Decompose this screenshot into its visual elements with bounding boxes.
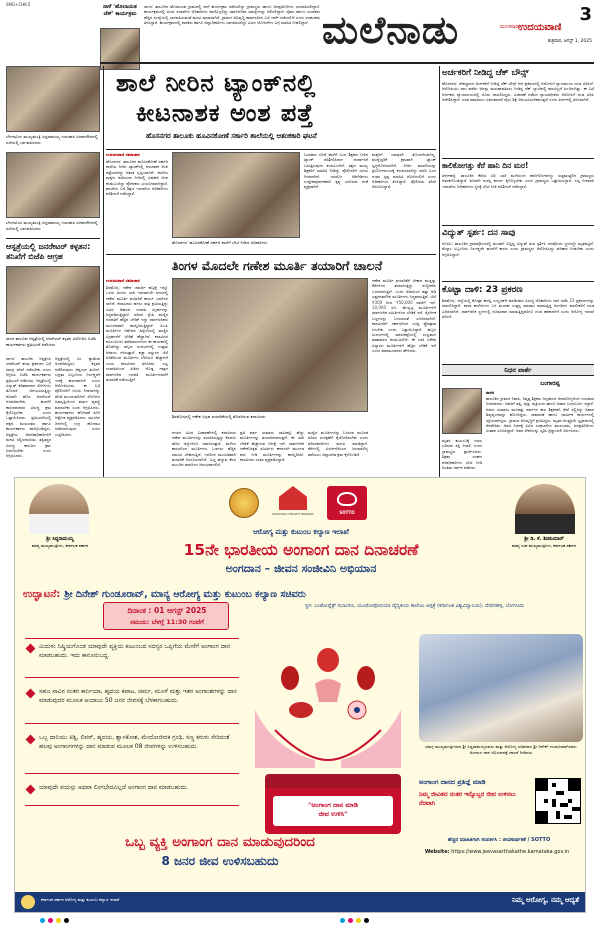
qr-code[interactable] <box>535 778 581 824</box>
paper-prefix: ಮಂಗಳವಾರ <box>500 25 519 30</box>
nhm-label: NATIONAL HEALTH MISSION <box>272 512 314 516</box>
date-line: ಶುಕ್ರವಾರ, ಆಗಸ್ಟ್ 1, 2025 <box>547 39 592 44</box>
ad-bullet-4-text: ಯಾವುದೇ ವಯಸ್ಸು ಅಥವಾ ಲಿಂಗಭೇದವಿಲ್ಲದೆ ಅಂಗಾಂಗ ದಾನ ಮಾಡಬಹುದು. <box>39 784 189 791</box>
obituary-band <box>442 364 594 376</box>
footer-slogan: ನಿಮ್ಮ ಆರೋಗ್ಯ, ನಮ್ಮ ಆದ್ಯತೆ <box>512 896 579 904</box>
ganesha-body-e: ಗಣೇಶ ಮೂರ್ತಿ ತಯಾರಿಕೆಗೆ ಬೇಕಾದ ಮಣ್ಣನ್ನು ಕೆರೆಗಳಿಂದ ತರಲಾಗುತ್ತಿದ್ದು ಶುದ್ಧೀಕರಿಸಿ ಬಳಸಲಾಗುತ್ತದೆ. ಒಂದು ಅಡಿಯಿಂದ ಹತ್ತು ಅಡಿ ಎತ್ತರದವರೆಗಿನ ಮೂರ್ತಿಗಳು ಸಿದ್ಧವಾಗುತ್ತಿವೆ. ಬೆಲೆ ₹300 ರಿಂದ ₹50,000 ರವರೆಗೆ ಇದೆ. 10,000 ರೂ. ಮೇಲ್ಪಟ್ಟ ಮೂರ್ತಿಗಳಿಗೆ ಸಾರ್ವಜನಿಕ ಸಮಿತಿಗಳಿಂದ ಬೇಡಿಕೆ ಇದೆ. ನೈಸರ್ಗಿಕ ಬಣ್ಣಗಳನ್ನು ಬಳಸುವಂತೆ ಸೂಚಿಸಲಾಗಿದೆ. ಕಲಾವಿದರಿಗೆ ಸರ್ಕಾರದಿಂದ ಸೂಕ್ತ ಪ್ರೋತ್ಸಾಹ ಸಿಗಬೇಕು ಎಂದು ಒತ್ತಾಯಿಸಿದ್ದಾರೆ. ಹಬ್ಬದ ಸಂದರ್ಭದಲ್ಲಿ ಮಾರುಕಟ್ಟೆಯಲ್ಲಿ ಸಂಭ್ರಮದ ವಾತಾವರಣ ಕಂಡುಬರಲಿದೆ. ಈ ಬಾರಿ ವಿಶೇಷ ವಿನ್ಯಾಸದ ಮೂರ್ತಿಗಳಿಗೆ ಹೆಚ್ಚಿನ ಬೇಡಿಕೆ ಇದೆ ಎಂದು ಮಾರಾಟಗಾರರು ಹೇಳಿದರು. <box>372 278 436 354</box>
ad-bullet-4 <box>25 780 239 806</box>
lead-rule <box>106 149 436 150</box>
inauguration-label: ಉದ್ಘಾಟನೆ: <box>23 589 61 600</box>
lead-story <box>106 152 436 252</box>
right-rule-1 <box>442 158 594 159</box>
left-rule <box>6 238 100 239</box>
ad-inauguration <box>23 582 583 598</box>
right-story2-headline: ಕಾಲಿಕೋಗತ್ತು ಕೆರೆ ಹಾನಿ ದಿನ ಮರ! <box>442 161 529 170</box>
left-story-body-a: ಸಾಗರ: ತಾಲೂಕು ಆಸ್ಪತ್ರೆಯ ಜನರೇಟರ್ ಕಳವು ಪ್ರಕರಣದ ಬಗ್ಗೆ ಸಮಗ್ರ ತನಿಖೆ ನಡೆಸಬೇಕು ಎಂದು ಆಗ್ರಹಿಸಿ ಬಿಜೆಪಿ ಕಾರ್ಯಕರ್ತರು ಪ್ರತಿಭಟನೆ ನಡೆಸಿದರು. ಆಸ್ಪತ್ರೆಯಲ್ಲಿ ವಿದ್ಯುತ್ ಕಡಿತವಾದಾಗ ರೋಗಿಗಳು ತೊಂದರೆ ಅನುಭವಿಸುತ್ತಿದ್ದು ಕೂಡಲೇ ಹೊಸ ಜನರೇಟರ್ ಅಳವಡಿಸಬೇಕು. ಘಟನೆಗೆ ಕಾರಣರಾದವರ ವಿರುದ್ಧ ಕ್ರಮ ಕೈಗೊಳ್ಳಬೇಕು ಎಂದು ಒತ್ತಾಯಿಸಿದರು. ಪ್ರತಿಭಟನೆಯಲ್ಲಿ ಪಕ್ಷದ ಮುಖಂಡರು ಹಾಗೂ ಕಾರ್ಯಕರ್ತರು ಪಾಲ್ಗೊಂಡಿದ್ದರು. ಆಸ್ಪತ್ರೆಯ ಆಡಳಿತಾಧಿಕಾರಿಗಳಿಗೆ ಮನವಿ ಸಲ್ಲಿಸಲಾಯಿತು. ತಪ್ಪಿತಸ್ಥರ ವಿರುದ್ಧ ಕಾನೂನು ಕ್ರಮ ಜರುಗಿಸಬೇಕು ಎಂದು ಆಗ್ರಹಿಸಿದರು. <box>6 356 51 459</box>
edition-code: SMG+CHK-5 <box>6 2 31 7</box>
left-photo-1 <box>6 66 100 132</box>
ganesha-body-b: ನಗರದ ವಿವಿಧ ಬಡಾವಣೆಗಳಲ್ಲಿ ಕಲಾವಿದರು ಗಣೇಶ ಮೂರ್ತಿಗಳನ್ನು ತಯಾರಿಸುತ್ತಿದ್ದು ಕೆಲವರು ಹೊರ ಜಿಲ್ಲೆಗಳಿಗೂ ರವಾನಿಸುತ್ತಾರೆ. ಮಳೆಯ ಕಾರಣದಿಂದ ಮೂರ್ತಿಗಳು ಒಣಗಲು ಹೆಚ್ಚಿನ ಸಮಯ ಬೇಕಾಗುತ್ತಿದೆ. ಇದರಿಂದ ಮುಂಚಿತವಾಗಿ ತಯಾರಿಕೆ ಆರಂಭಿಸಲಾಗಿದೆ. ಬಣ್ಣ ಹಚ್ಚುವ ಕೆಲಸ ಮುಂದಿನ ವಾರದಿಂದ ಆರಂಭವಾಗಲಿದೆ. <box>172 430 236 468</box>
footer-emblem-icon <box>21 895 35 909</box>
nhm-logo <box>271 486 315 520</box>
left-story-body-b: ಆಸ್ಪತ್ರೆಯಲ್ಲಿ ಸಿಸಿ ಕ್ಯಾಮೆರಾ ಅಳವಡಿಸಿದ್ದರೂ ಕಳ್ಳತನ ನಡೆದಿರುವುದು ಆಶ್ಚರ್ಯ ತಂದಿದೆ. ಭದ್ರತಾ ಸಿಬ್ಬಂದಿಯ ನಿರ್ಲಕ್ಷ್ಯವೇ ಇದಕ್ಕೆ ಕಾರಣವಾಗಿದೆ ಎಂದು ಆರೋಪಿಸಿದರು. ಈ ಬಗ್ಗೆ ಪೊಲೀಸರಿಗೆ ದೂರು ನೀಡಲಾಗಿದ್ದು ತನಿಖೆ ಮುಂದುವರಿದಿದೆ. ರೋಗಿಗಳ ಹಿತದೃಷ್ಟಿಯಿಂದ ತುರ್ತು ವ್ಯವಸ್ಥೆ ಮಾಡಬೇಕು ಎಂದು ಆಗ್ರಹಿಸಿದರು. ಕಾರ್ಯಕರ್ತರು ಘೋಷಣೆ ಕೂಗಿ ಆಕ್ರೋಶ ವ್ಯಕ್ತಪಡಿಸಿದರು. ಮುಂದಿನ ದಿನಗಳಲ್ಲಿ ಉಗ್ರ ಹೋರಾಟ ನಡೆಸಲಾಗುವುದು ಎಂದು ಎಚ್ಚರಿಸಿದರು. <box>55 356 100 437</box>
ad-bullet-2-text: ಸಹಜ ಸಾವಿನ ನಂತರ ಕಾರ್ನಿಯಾ, ಹೃದಯ ಕವಾಟ, ಚರ್ಮ, ಮೂಳೆ ಮತ್ತು ಇತರ ಅಂಗಾಂಶಗಳನ್ನು ದಾನ ಮಾಡುವುದರ ಮೂಲಕ ಅಂದಾಜು 50 ಜನರ ಜೀವನಕ್ಕೆ ಬೆಳಕಾಗಬಹುದು. <box>39 688 237 704</box>
sotto-label: SOTTO <box>339 510 355 515</box>
right-story4-headline: ಕೊಟ್ಟಾ ದಾಳಿ: 23 ಪ್ರಕರಣ <box>442 285 523 295</box>
lead-headline-line1: ಶಾಲೆ ನೀರಿನ ಟ್ಯಾಂಕ್‌ನಲ್ಲಿ <box>116 69 317 97</box>
bullet-diamond-icon <box>26 735 36 745</box>
ganesha-photo-caption: ಶಿವಮೊಗ್ಗದಲ್ಲಿ ಗಣೇಶ ವಿಗ್ರಹ ತಯಾರಿಕೆಯಲ್ಲಿ ತೊಡಗಿರುವ ಕಲಾವಿದರು <box>172 414 266 419</box>
ganesha-body-a: ಶಿವಮೊಗ್ಗ: ಗಣೇಶ ಚತುರ್ಥಿ ಹಬ್ಬಕ್ಕೆ ಇನ್ನೂ ಒಂದು ತಿಂಗಳು ಬಾಕಿ ಇರುವಾಗಲೇ ನಗರದಲ್ಲಿ ಗಣೇಶ ಮೂರ್ತಿ ತಯಾರಿಕೆ ಕಾರ್ಯ ಭರದಿಂದ ಸಾಗಿದೆ. ಕಲಾವಿದರು ಹಗಲು ರಾತ್ರಿ ಶ್ರಮಿಸುತ್ತಿದ್ದು ವಿವಿಧ ಆಕಾರದ ಗಣಪತಿ ವಿಗ್ರಹಗಳನ್ನು ಸಿದ್ಧಪಡಿಸುತ್ತಿದ್ದಾರೆ. ಪರಿಸರ ಸ್ನೇಹಿ ಮಣ್ಣಿನ ಗಣಪತಿಗೆ ಹೆಚ್ಚಿನ ಬೇಡಿಕೆ ಇದ್ದು ಸಾರ್ವಜನಿಕರು ಮುಂಗಡವಾಗಿ ಕಾಯ್ದಿರಿಸುತ್ತಿದ್ದಾರೆ. ಪಿಒಪಿ ಮೂರ್ತಿಗಳ ನಿಷೇಧದ ಹಿನ್ನೆಲೆಯಲ್ಲಿ ಮಣ್ಣಿನ ವಿಗ್ರಹಗಳಿಗೆ ಬೇಡಿಕೆ ಹೆಚ್ಚಾಗಿದೆ. ಕಲಾವಿದರ ಕುಟುಂಬಗಳು ತಲೆಮಾರುಗಳಿಂದ ಈ ಕಾಯಕದಲ್ಲಿ ತೊಡಗಿದ್ದು ಹಬ್ಬದ ಸಂದರ್ಭದಲ್ಲಿ ಉತ್ತಮ ಆದಾಯ ಗಳಿಸುತ್ತಾರೆ. ಕಚ್ಚಾ ವಸ್ತುಗಳ ಬೆಲೆ ಏರಿಕೆಯಿಂದ ಮೂರ್ತಿಗಳ ಬೆಲೆಯೂ ಹೆಚ್ಚಾಗಿದೆ ಎಂದು ಕಲಾವಿದರು ತಿಳಿಸಿದರು. ಸಣ್ಣ ಗಣಪತಿಯಿಂದ ಹಿಡಿದು ದೊಡ್ಡ ಗಾತ್ರದ ಸಾರ್ವಜನಿಕ ಗಣಪತಿ ಮೂರ್ತಿಗಳವರೆಗೆ ತಯಾರಿಕೆ ನಡೆಯುತ್ತಿದೆ. <box>106 285 168 382</box>
ad-contact: ಹೆಚ್ಚಿನ ಮಾಹಿತಿಗಾಗಿ ಸಂಪರ್ಕಿಸಿ : ಜೀವಸಾರ್ಥಕತೆ / SOTTO <box>447 837 551 843</box>
ad-date: ದಿನಾಂಕ : 01 ಆಗಸ್ಟ್ 2025 <box>127 606 207 615</box>
paper-name: ಉದಯವಾಣಿ <box>518 22 562 33</box>
top-teaser <box>100 2 320 76</box>
cm-name: ಶ್ರೀ ಸಿದ್ದರಾಮಯ್ಯ <box>46 536 74 542</box>
website-link[interactable]: https://www.jeevasarthakathe.karnataka.gov.in <box>451 849 570 855</box>
ad-date-box <box>103 602 229 630</box>
ad-footer <box>15 892 585 912</box>
organ-chest <box>265 774 401 834</box>
yellow-mark-icon <box>56 918 61 923</box>
lead-dateline: ಉದಯವಾಣಿ ಸಮಾಚಾರ <box>106 152 140 157</box>
ad-title: 15ನೇ ಭಾರತೀಯ ಅಂಗಾಂಗ ದಾನ ದಿನಾಚರಣೆ <box>183 541 419 559</box>
cyan-mark-icon <box>340 918 345 923</box>
left-photo-2 <box>6 152 100 218</box>
ganesha-dateline: ಉದಯವಾಣಿ ಸಮಾಚಾರ <box>106 278 140 283</box>
right-rule-2 <box>442 225 594 226</box>
lead-subhead: ಹೊಸನಗರ ತಾಲೂಕು ಹೂವಿನಕೋಣೆ ಸರ್ಕಾರಿ ಶಾಲೆಯಲ್ಲಿ ಆತಂಕಕಾರಿ ಘಟನೆ <box>146 132 317 140</box>
cm-portrait <box>29 484 89 534</box>
sotto-logo <box>327 486 367 520</box>
right-story4-body: ಶಿವಮೊಗ್ಗ: ಜಿಲ್ಲೆಯಲ್ಲಿ ಕೋಟ್ಪಾ ಕಾಯ್ದೆ ಉಲ್ಲಂಘನೆ ಮಾಡಿದವರ ವಿರುದ್ಧ ಅಧಿಕಾರಿಗಳು ದಾಳಿ ನಡೆಸಿ 23 ಪ್ರಕರಣಗಳನ್ನು ದಾಖಲಿಸಿದ್ದಾರೆ. ಶಾಲಾ ಕಾಲೇಜುಗಳ ಬಳಿ ತಂಬಾಕು ಉತ್ಪನ್ನ ಮಾರಾಟ ಮಾಡುತ್ತಿದ್ದ ಅಂಗಡಿಗಳ ಮಾಲೀಕರಿಗೆ ದಂಡ ವಿಧಿಸಲಾಗಿದೆ. ಸಾರ್ವಜನಿಕ ಸ್ಥಳಗಳಲ್ಲಿ ಧೂಮಪಾನ ಮಾಡುತ್ತಿದ್ದವರಿಗೂ ದಂಡ ಹಾಕಲಾಗಿದೆ ಎಂದು ಆರೋಗ್ಯ ಇಲಾಖೆ ತಿಳಿಸಿದೆ. <box>442 298 594 320</box>
print-color-marks <box>40 916 560 924</box>
organ-illustration <box>245 640 411 768</box>
ganesha-top-rule <box>106 254 436 255</box>
right-story2-body: ತೀರ್ಥಹಳ್ಳಿ: ತಾಲೂಕಿನ ಕೆರೆಯ ಏರಿ ಭಾರಿ ಮಳೆಯಿಂದ ಹಾನಿಗೊಳಗಾಗಿದ್ದು ಸುತ್ತಮುತ್ತಲಿನ ಗ್ರಾಮಸ್ಥರು ಆತಂಕಗೊಂಡಿದ್ದಾರೆ. ಕೂಡಲೇ ದುರಸ್ತಿ ಕಾರ್ಯ ಕೈಗೊಳ್ಳಬೇಕು ಎಂದು ಗ್ರಾಮಸ್ಥರು ಒತ್ತಾಯಿಸಿದ್ದಾರೆ. ಸಣ್ಣ ನೀರಾವರಿ ಇಲಾಖೆಯ ಅಧಿಕಾರಿಗಳು ಸ್ಥಳಕ್ಕೆ ಭೇಟಿ ನೀಡಿ ಪರಿಶೀಲನೆ ನಡೆಸಿದ್ದಾರೆ. <box>442 173 594 189</box>
qr-code-icon <box>536 779 580 823</box>
chest-text-line2: ಜೀವ ಉಳಿಸಿ" <box>318 810 348 818</box>
website-label: Website: <box>424 849 450 855</box>
karnataka-emblem-icon <box>229 488 259 518</box>
ad-department: ಆರೋಗ್ಯ ಮತ್ತು ಕುಟುಂಬ ಕಲ್ಯಾಣ ಇಲಾಖೆ <box>253 528 349 536</box>
lead-photo-caption: ಹೊಸನಗರ: ಹೂವಿನಕೋಣೆ ಸರ್ಕಾರಿ ಶಾಲೆಗೆ ಭೇಟಿ ನೀಡಿದ ಅಧಿಕಾರಿಗಳು <box>172 240 268 245</box>
obituary-place: ಸಾಗರ <box>486 390 495 395</box>
right-story3-body: ಸೊರಬ: ತಾಲೂಕಿನ ಗ್ರಾಮವೊಂದರಲ್ಲಿ ತುಂಡಾಗಿ ಬಿದ್ದಿದ್ದ ವಿದ್ಯುತ್ ತಂತಿ ಸ್ಪರ್ಶಿಸಿ ದನವೊಂದು ಸ್ಥಳದಲ್ಲೇ ಮೃತಪಟ್ಟಿದೆ. ಮೆಸ್ಕಾಂ ಸಿಬ್ಬಂದಿಯ ನಿರ್ಲಕ್ಷ್ಯವೇ ಘಟನೆಗೆ ಕಾರಣ ಎಂದು ಗ್ರಾಮಸ್ಥರು ಆರೋಪಿಸಿದ್ದು ಪರಿಹಾರ ನೀಡಬೇಕು ಎಂದು ಆಗ್ರಹಿಸಿದ್ದಾರೆ. <box>442 241 594 257</box>
pledge-label: ಅಂಗಾಂಗ ದಾನದ ಪ್ರತಿಜ್ಞೆ ಮಾಡಿ <box>419 778 486 786</box>
ad-bullet-2 <box>25 684 239 724</box>
masthead <box>322 4 592 60</box>
bullet-diamond-icon <box>26 785 36 795</box>
ad-website-line <box>407 848 587 856</box>
teaser-title: ನಾಳೆ 'ಹೊಲಾಯತ ಚೆಕ್' ಕಾರ್ಯಕ್ರಮ <box>103 4 137 17</box>
dcm-name: ಶ್ರೀ ಡಿ. ಕೆ. ಶಿವಕುಮಾರ್ <box>524 536 564 542</box>
ad-time: ಸಮಯ: ಬೆಳಗ್ಗೆ 11:30 ಗಂಟೆಗೆ <box>130 618 204 626</box>
ad-bullet-1-text: ಮಿದುಳು ನಿಷ್ಕ್ರಿಯಗೊಂಡ ಯಾವುದೇ ವ್ಯಕ್ತಿಯ ಕುಟುಂಬದ ಸದಸ್ಯರ ಒಪ್ಪಿಗೆಯ ಮೇರೆಗೆ ಅಂಗಾಂಗ ದಾನ ಮಾಡಬಹುದು. ಇದು ಕಾನೂನುಬದ್ಧ. <box>39 643 231 659</box>
black-mark-icon <box>64 918 69 923</box>
ganesha-headline: ತಿಂಗಳ ಮೊದಲೇ ಗಣೇಶ ಮೂರ್ತಿ ತಯಾರಿಗೆ ಚಾಲನೆ <box>171 258 383 273</box>
magenta-mark-icon <box>348 918 353 923</box>
bullet-diamond-icon <box>26 644 36 654</box>
cyan-mark-icon <box>40 918 45 923</box>
dcm-role: ಮಾನ್ಯ ಉಪ ಮುಖ್ಯಮಂತ್ರಿಗಳು, ಕರ್ನಾಟಕ ಸರ್ಕಾರ <box>511 543 577 548</box>
ganesha-body-c: ಪ್ರತಿ ವರ್ಷ ಸುಮಾರು ಸಾವಿರಕ್ಕೂ ಹೆಚ್ಚು ಮೂರ್ತಿಗಳನ್ನು ತಯಾರಿಸಲಾಗುತ್ತದೆ. ಈ ಬಾರಿ ಬೇಡಿಕೆ ಹೆಚ್ಚಾಗುವ ನಿರೀಕ್ಷೆ ಇದೆ. ಸಾರ್ವಜನಿಕ ಗಣೇಶೋತ್ಸವ ಸಮಿತಿಗಳು ಈಗಾಗಲೇ ಮುಂಗಡ ಹಣ ನೀಡಿ ಮೂರ್ತಿಗಳನ್ನು ಕಾಯ್ದಿರಿಸಿವೆ. ಕಲಾವಿದರು ಸಂತಸ ವ್ಯಕ್ತಪಡಿಸಿದ್ದಾರೆ. <box>240 430 304 463</box>
obituary-body: ತಾಲೂಕಿನ ಗ್ರಾಮದ ನಿವಾಸಿ, ನಿವೃತ್ತ ಶಿಕ್ಷಕರು ಅಲ್ಪಕಾಲದ ಅನಾರೋಗ್ಯದಿಂದ ಗುರುವಾರ ನಿಧನರಾದರು. ಅವರಿಗೆ ಪತ್ನಿ, ಪುತ್ರ, ಪುತ್ರಿಯರು ಹಾಗೂ ಅಪಾರ ಬಂಧುಬಳಗ ಇದ್ದಾರೆ. ಅವರು ಸುಮಾರು ಮೂವತ್ತು ವರ್ಷಗಳ ಕಾಲ ಶಿಕ್ಷಕರಾಗಿ ಸೇವೆ ಸಲ್ಲಿಸಿದ್ದು ಅಪಾರ ಶಿಷ್ಯವೃಂದವನ್ನು ಹೊಂದಿದ್ದರು. ಸಾಮಾಜಿಕ ಹಾಗೂ ಧಾರ್ಮಿಕ ಕಾರ್ಯಗಳಲ್ಲಿ ಸಕ್ರಿಯರಾಗಿದ್ದರು. ಗ್ರಾಮದ ಅಭಿವೃದ್ಧಿಗೆ ಶ್ರಮಿಸಿದ್ದರು. ಮೃತರ ಅಂತ್ಯಕ್ರಿಯೆ ಸ್ವಗ್ರಾಮದಲ್ಲಿ ನೆರವೇರಿತು. ಅವರ ನಿಧನಕ್ಕೆ ವಿವಿಧ ಸಂಘಟನೆಗಳ ಮುಖಂಡರು, ಜನಪ್ರತಿನಿಧಿಗಳು ಸಂತಾಪ ಸೂಚಿಸಿದ್ದಾರೆ. ಅವರ ಸೇವೆಯನ್ನು ಸ್ಮರಿಸಿ ಶ್ರದ್ಧಾಂಜಲಿ ಅರ್ಪಿಸಿದರು. <box>486 396 594 434</box>
page-number: 3 <box>579 4 592 25</box>
obituary-name: ಬಂಗಾರಪ್ಪ <box>540 380 560 387</box>
right-story1-body: ಹೊಸನಗರ: ದೇವಸ್ಥಾನದ ಅರ್ಚಕರಿಗೆ ನೀಡಿದ್ದ ಚೆಕ್ ಬೌನ್ಸ್ ಆದ ಪ್ರಕರಣದಲ್ಲಿ ಆರೋಪಿಗೆ ನ್ಯಾಯಾಲಯ ದಂಡ ವಿಧಿಸಿದೆ. ಆರೋಪಿಯು ಸಾಲ ಪಡೆದು ಅದನ್ನು ಮರುಪಾವತಿಸಲು ನೀಡಿದ್ದ ಚೆಕ್ ಬ್ಯಾಂಕಿನಲ್ಲಿ ಹಣವಿಲ್ಲದೆ ಹಿಂದಿರುಗಿತ್ತು. ಈ ಬಗ್ಗೆ ಅರ್ಚಕರು ನ್ಯಾಯಾಲಯದಲ್ಲಿ ದೂರು ದಾಖಲಿಸಿದ್ದರು. ವಿಚಾರಣೆ ನಡೆಸಿದ ನ್ಯಾಯಾಧೀಶರು ಆರೋಪಿಗೆ ದಂಡ ವಿಧಿಸಿ ಆದೇಶಿಸಿದ್ದಾರೆ. ದಂಡ ಪಾವತಿಸಲು ವಿಫಲವಾದರೆ ಜೈಲು ಶಿಕ್ಷೆ ಅನುಭವಿಸಬೇಕಾಗುತ್ತದೆ ಎಂದು ತೀರ್ಪಿನಲ್ಲಿ ತಿಳಿಸಲಾಗಿದೆ. <box>442 81 594 103</box>
ad-bullet-3-text: ಒಬ್ಬ ದಾನಿಯು ಕಿಡ್ನಿ, ಲಿವರ್, ಹೃದಯ, ಶ್ವಾಸಕೋಶ, ಮೇದೋಜೀರಕ ಗ್ರಂಥಿ, ಸಣ್ಣ ಕರುಳು ಸೇರಿದಂತೆ ಹಲವು ಅಂಗಾಂಗಗಳನ್ನು ದಾನ ಮಾಡುವ ಮೂಲಕ 08 ಜೀವಗಳನ್ನು ಉಳಿಸಬಹುದು. <box>39 734 230 750</box>
right-story3-headline: ವಿದ್ಯುತ್ ಸ್ಪರ್ಶ: ದನ ಸಾವು <box>442 228 516 238</box>
teaser-body: ಸಾಗರ: ತಾಲೂಕಿನ ಹೊಲಾಯತ ಗ್ರಾಮದಲ್ಲಿ ನಾಳೆ ಕಾರ್ಯಕ್ರಮ ನಡೆಯಲಿದ್ದು ಗ್ರಾಮಸ್ಥರು ಹಾಗೂ ಜನಪ್ರತಿನಿಧಿಗಳು ಭಾಗವಹಿಸಲಿದ್ದಾರೆ. ಕಾರ್ಯಕ್ರಮದಲ್ಲಿ ವಿವಿಧ ಇಲಾಖೆಗಳ ಅಧಿಕಾರಿಗಳು ಪಾಲ್ಗೊಳ್ಳಲಿದ್ದು ಸಾರ್ವಜನಿಕರ ಸಮಸ್ಯೆಗಳನ್ನು ಆಲಿಸಲಿದ್ದಾರೆ. ರೈತರು ಹಾಗೂ ಯುವಕರು ಹೆಚ್ಚಿನ ಸಂಖ್ಯೆಯಲ್ಲಿ ಭಾಗವಹಿಸುವಂತೆ ಮನವಿ ಮಾಡಲಾಗಿದೆ. ಗ್ರಾಮದ ಅಭಿವೃದ್ಧಿ ಕಾಮಗಾರಿಗಳ ಬಗ್ಗೆ ಚರ್ಚೆ ನಡೆಯಲಿದೆ ಎಂದು ಸಂಘಟಕರು ತಿಳಿಸಿದ್ದಾರೆ. ಕಾರ್ಯಕ್ರಮದಲ್ಲಿ ಶಾಸಕರು ಹಾಗೂ ಜಿಲ್ಲಾಧಿಕಾರಿಗಳು ಭಾಗವಹಿಸಲಿದ್ದು ವಿವಿಧ ಯೋಜನೆಗಳ ಬಗ್ಗೆ ಮಾಹಿತಿ ನೀಡಲಿದ್ದಾರೆ. <box>144 4 320 26</box>
lead-headline-block <box>106 66 436 148</box>
ganesha-body-d: ಮಣ್ಣಿನ ಮೂರ್ತಿಗಳನ್ನು ಬಳಸುವ ಮೂಲಕ ಪರಿಸರ ಸಂರಕ್ಷಣೆಗೆ ಕೈಜೋಡಿಸಬೇಕು ಎಂದು ಪರಿಸರವಾದಿಗಳು ಮನವಿ ಮಾಡಿದ್ದಾರೆ. ಕೆರೆಗಳಲ್ಲಿ ವಿಸರ್ಜನೆಯಿಂದ ಜಲಮಾಲಿನ್ಯ ತಡೆಯಲು ಜಿಲ್ಲಾಡಳಿತ ಕ್ರಮ ಕೈಗೊಂಡಿದೆ. <box>308 430 368 457</box>
footer-small-text: ಕರ್ನಾಟಕ ಸರ್ಕಾರ ಆರೋಗ್ಯ ಮತ್ತು ಕುಟುಂಬ ಕಲ್ಯಾಣ ಇಲಾಖೆ <box>41 897 120 902</box>
left-caption-2: ಬೆಳಗಾವಿಯ ಮುಖ್ಯಮಂತ್ರಿ ಸಿದ್ದರಾಮಯ್ಯ ಗುರುವಾರ ವಿಧಾನಸೌಧದಲ್ಲಿ ಸಭೆಯಲ್ಲಿ ಭಾಗವಹಿಸಿದರು <box>6 220 98 231</box>
left-caption-1: ಬೆಳಗಾವಿಯ ಮುಖ್ಯಮಂತ್ರಿ ಸಿದ್ದರಾಮಯ್ಯ ಗುರುವಾರ ವಿಧಾನಸೌಧದಲ್ಲಿ ಸಭೆಯಲ್ಲಿ ಭಾಗವಹಿಸಿದರು <box>6 134 98 145</box>
chest-label <box>273 796 393 826</box>
ad-subtitle: ಅಂಗದಾನ – ಜೀವನ ಸಂಜೀವಿನಿ ಅಭಿಯಾನ <box>225 562 377 575</box>
magenta-mark-icon <box>48 918 53 923</box>
dcm-portrait <box>515 484 575 534</box>
black-mark-icon <box>364 918 369 923</box>
ministers-photo <box>419 634 583 742</box>
masthead-rule <box>100 62 594 64</box>
right-rule-3 <box>442 281 594 282</box>
lead-body-b: ಬುಧವಾರ ಬೆಳಗ್ಗೆ ಶಾಲೆಗೆ ಬಂದ ಶಿಕ್ಷಕರು ನೀರಿನ ಟ್ಯಾಂಕ್ ಪರಿಶೀಲಿಸಿದಾಗ ದುರ್ವಾಸನೆ ಬರುತ್ತಿರುವುದು ಕಂಡುಬಂದಿದೆ. ತಕ್ಷಣ ಮುಖ್ಯ ಶಿಕ್ಷಕರಿಗೆ ಮಾಹಿತಿ ನೀಡಿದ್ದು ಪೊಲೀಸರಿಗೆ ದೂರು ನೀಡಲಾಗಿದೆ. ಯಾರೋ ಕಿಡಿಗೇಡಿಗಳು ಉದ್ದೇಶಪೂರ್ವಕವಾಗಿ ಕೃತ್ಯ ಎಸಗಿರುವ ಶಂಕೆ ವ್ಯಕ್ತವಾಗಿದೆ. <box>304 152 368 190</box>
organ-donation-ad <box>14 477 586 913</box>
chest-body <box>265 788 401 834</box>
ad-slogan-line1: ಒಬ್ಬ ವ್ಯಕ್ತಿ ಅಂಗಾಂಗ ದಾನ ಮಾಡುವುದರಿಂದ <box>125 834 315 850</box>
ad-bullet-3 <box>25 730 239 774</box>
hands-organs-icon <box>245 640 411 768</box>
lead-headline-line2: ಕೀಟನಾಶಕ ಅಂಶ ಪತ್ತೆ <box>136 99 314 127</box>
cm-role: ಮಾನ್ಯ ಮುಖ್ಯಮಂತ್ರಿಗಳು, ಕರ್ನಾಟಕ ಸರ್ಕಾರ <box>31 543 89 548</box>
chest-lid <box>265 774 401 788</box>
chest-text-line1: "ಅಂಗಾಂಗ ದಾನ ಮಾಡಿ <box>308 801 358 809</box>
ad-bullet-1 <box>25 638 239 678</box>
section-title: ಮಲೆನಾಡು <box>322 7 460 52</box>
lead-body-a: ಹೊಸನಗರ: ತಾಲೂಕಿನ ಹೂವಿನಕೋಣೆ ಸರ್ಕಾರಿ ಶಾಲೆಯ ನೀರಿನ ಟ್ಯಾಂಕ್‌ನಲ್ಲಿ ಕೀಟನಾಶಕ ಅಂಶ ಪತ್ತೆಯಾಗಿದ್ದು ಆತಂಕ ಸೃಷ್ಟಿಯಾಗಿದೆ. ಶಾಲೆಯ ಮಕ್ಕಳು ಕುಡಿಯುವ ನೀರಿನಲ್ಲಿ ವಿಷಕಾರಿ ಅಂಶ ಕಂಡುಬಂದಿದ್ದು ಪೋಷಕರು ಭಯಭೀತರಾಗಿದ್ದಾರೆ. ಘಟನೆಯ ಬಗ್ಗೆ ಶಿಕ್ಷಣ ಇಲಾಖೆಯ ಅಧಿಕಾರಿಗಳು ಪರಿಶೀಲನೆ ನಡೆಸಿದ್ದಾರೆ. <box>106 159 168 197</box>
obituary-body-b: ಮೃತರ ಕುಟುಂಬಕ್ಕೆ ದುಃಖ ಭರಿಸುವ ಶಕ್ತಿ ನೀಡಲಿ ಎಂದು ಗ್ರಾಮಸ್ಥರು ಪ್ರಾರ್ಥಿಸಿದರು. ಶಿಕ್ಷಕರ ಸಂಘದ ಪದಾಧಿಕಾರಿಗಳು ಭೇಟಿ ನೀಡಿ ಅಂತಿಮ ದರ್ಶನ ಪಡೆದರು. <box>442 438 482 471</box>
ad-venue: ಸ್ಥಳ: ಎಂಡೋಪ್ಲೆಕ್ಸ್ ಸಭಾಂಗಣ, ಯೂರೋಫೋಬಿಯಾ ವೈದ್ಯಕೀಯ ಕಾಲೇಜು ಆಸ್ಪತ್ರೆ (ಕರ್ನಾಟಕ ವಿಶ್ವವಿದ್ಯಾಲಯ), ದೇವನಹಳ್ಳಿ, ಬೆಂಗಳೂರು <box>305 603 525 609</box>
obituary-photo <box>442 388 482 434</box>
left-story-headline: ಆಸ್ಪತ್ರೆಯಲ್ಲಿ ಜನರೇಟರ್ ಕಳ್ಳತನ: ತನಿಖೆಗೆ ಬಿಜೆಪಿ ಆಗ್ರಹ <box>6 242 91 261</box>
bullet-diamond-icon <box>26 689 36 699</box>
lead-photo <box>172 152 300 238</box>
obituary-label: ನಿಧನ ವಾರ್ತೆ <box>504 366 532 374</box>
lead-body-c: ಮಕ್ಕಳಿಗೆ ಯಾವುದೇ ತೊಂದರೆಯಾಗಿಲ್ಲ. ಮುನ್ನೆಚ್ಚರಿಕೆ ಕ್ರಮವಾಗಿ ಟ್ಯಾಂಕ್ ಸ್ವಚ್ಛಗೊಳಿಸಲಾಗಿದೆ. ನೀರಿನ ಮಾದರಿಯನ್ನು ಪ್ರಯೋಗಾಲಯಕ್ಕೆ ಕಳುಹಿಸಲಾಗಿದ್ದು ವರದಿ ಬಂದ ನಂತರ ಸ್ಪಷ್ಟ ಮಾಹಿತಿ ದೊರೆಯಲಿದೆ ಎಂದು ಅಧಿಕಾರಿಗಳು ತಿಳಿಸಿದ್ದಾರೆ. ಪೊಲೀಸರು ತನಿಖೆ ಆರಂಭಿಸಿದ್ದಾರೆ. <box>372 152 436 190</box>
ganesha-photo <box>172 278 368 412</box>
yellow-mark-icon <box>356 918 361 923</box>
ministers-photo-caption: ಸಮಗ್ರ ಮುಖ್ಯಮಂತ್ರಿಗಳಾದ ಶ್ರೀ ಸಿದ್ದರಾಮಯ್ಯನವರು ಮತ್ತು ಆರೋಗ್ಯ ಸಚಿವರಾದ ಶ್ರೀ ದಿನೇಶ್ ಗುಂಡೂರಾವ್‌ರವರು ಅಂಗಾಂಗ ದಾನ ಅಭಿಯಾನಕ್ಕೆ ಚಾಲನೆ ನೀಡಿದರು <box>425 744 577 755</box>
ad-slogan-line2: 8 ಜನರ ಜೀವ ಉಳಿಸಬಹುದು <box>161 854 279 868</box>
pledge-sub: ನಿಮ್ಮ ಜೀವಿತದ ನಂತರ ಇನ್ನೊಬ್ಬರ ಜೀವ ಉಳಿಸಲು ನೆರವಾಗಿ <box>419 791 516 807</box>
left-story-photo <box>6 266 100 334</box>
right-story1-headline: ಅರ್ಚಕರಿಗೆ ನೀಡಿದ್ದ ಚೆಕ್ ಬೌನ್ಸ್ <box>442 68 529 78</box>
left-story-caption: ಸಾಗರ ತಾಲೂಕು ಆಸ್ಪತ್ರೆಯಲ್ಲಿ ಜನರೇಟರ್ ಕಳ್ಳತನ ವಿರೋಧಿಸಿ ಬಿಜೆಪಿ ಕಾರ್ಯಕರ್ತರು ಪ್ರತಿಭಟನೆ ನಡೆಸಿದರು <box>6 336 97 347</box>
teaser-photo <box>100 28 140 70</box>
inauguration-name: ಶ್ರೀ ದಿನೇಶ್ ಗುಂಡೂರಾವ್, ಮಾನ್ಯ ಆರೋಗ್ಯ ಮತ್ತು ಕುಟುಂಬ ಕಲ್ಯಾಣ ಸಚಿವರು <box>64 589 306 600</box>
nhm-house-icon <box>279 486 307 510</box>
sotto-heart-icon <box>337 492 357 506</box>
